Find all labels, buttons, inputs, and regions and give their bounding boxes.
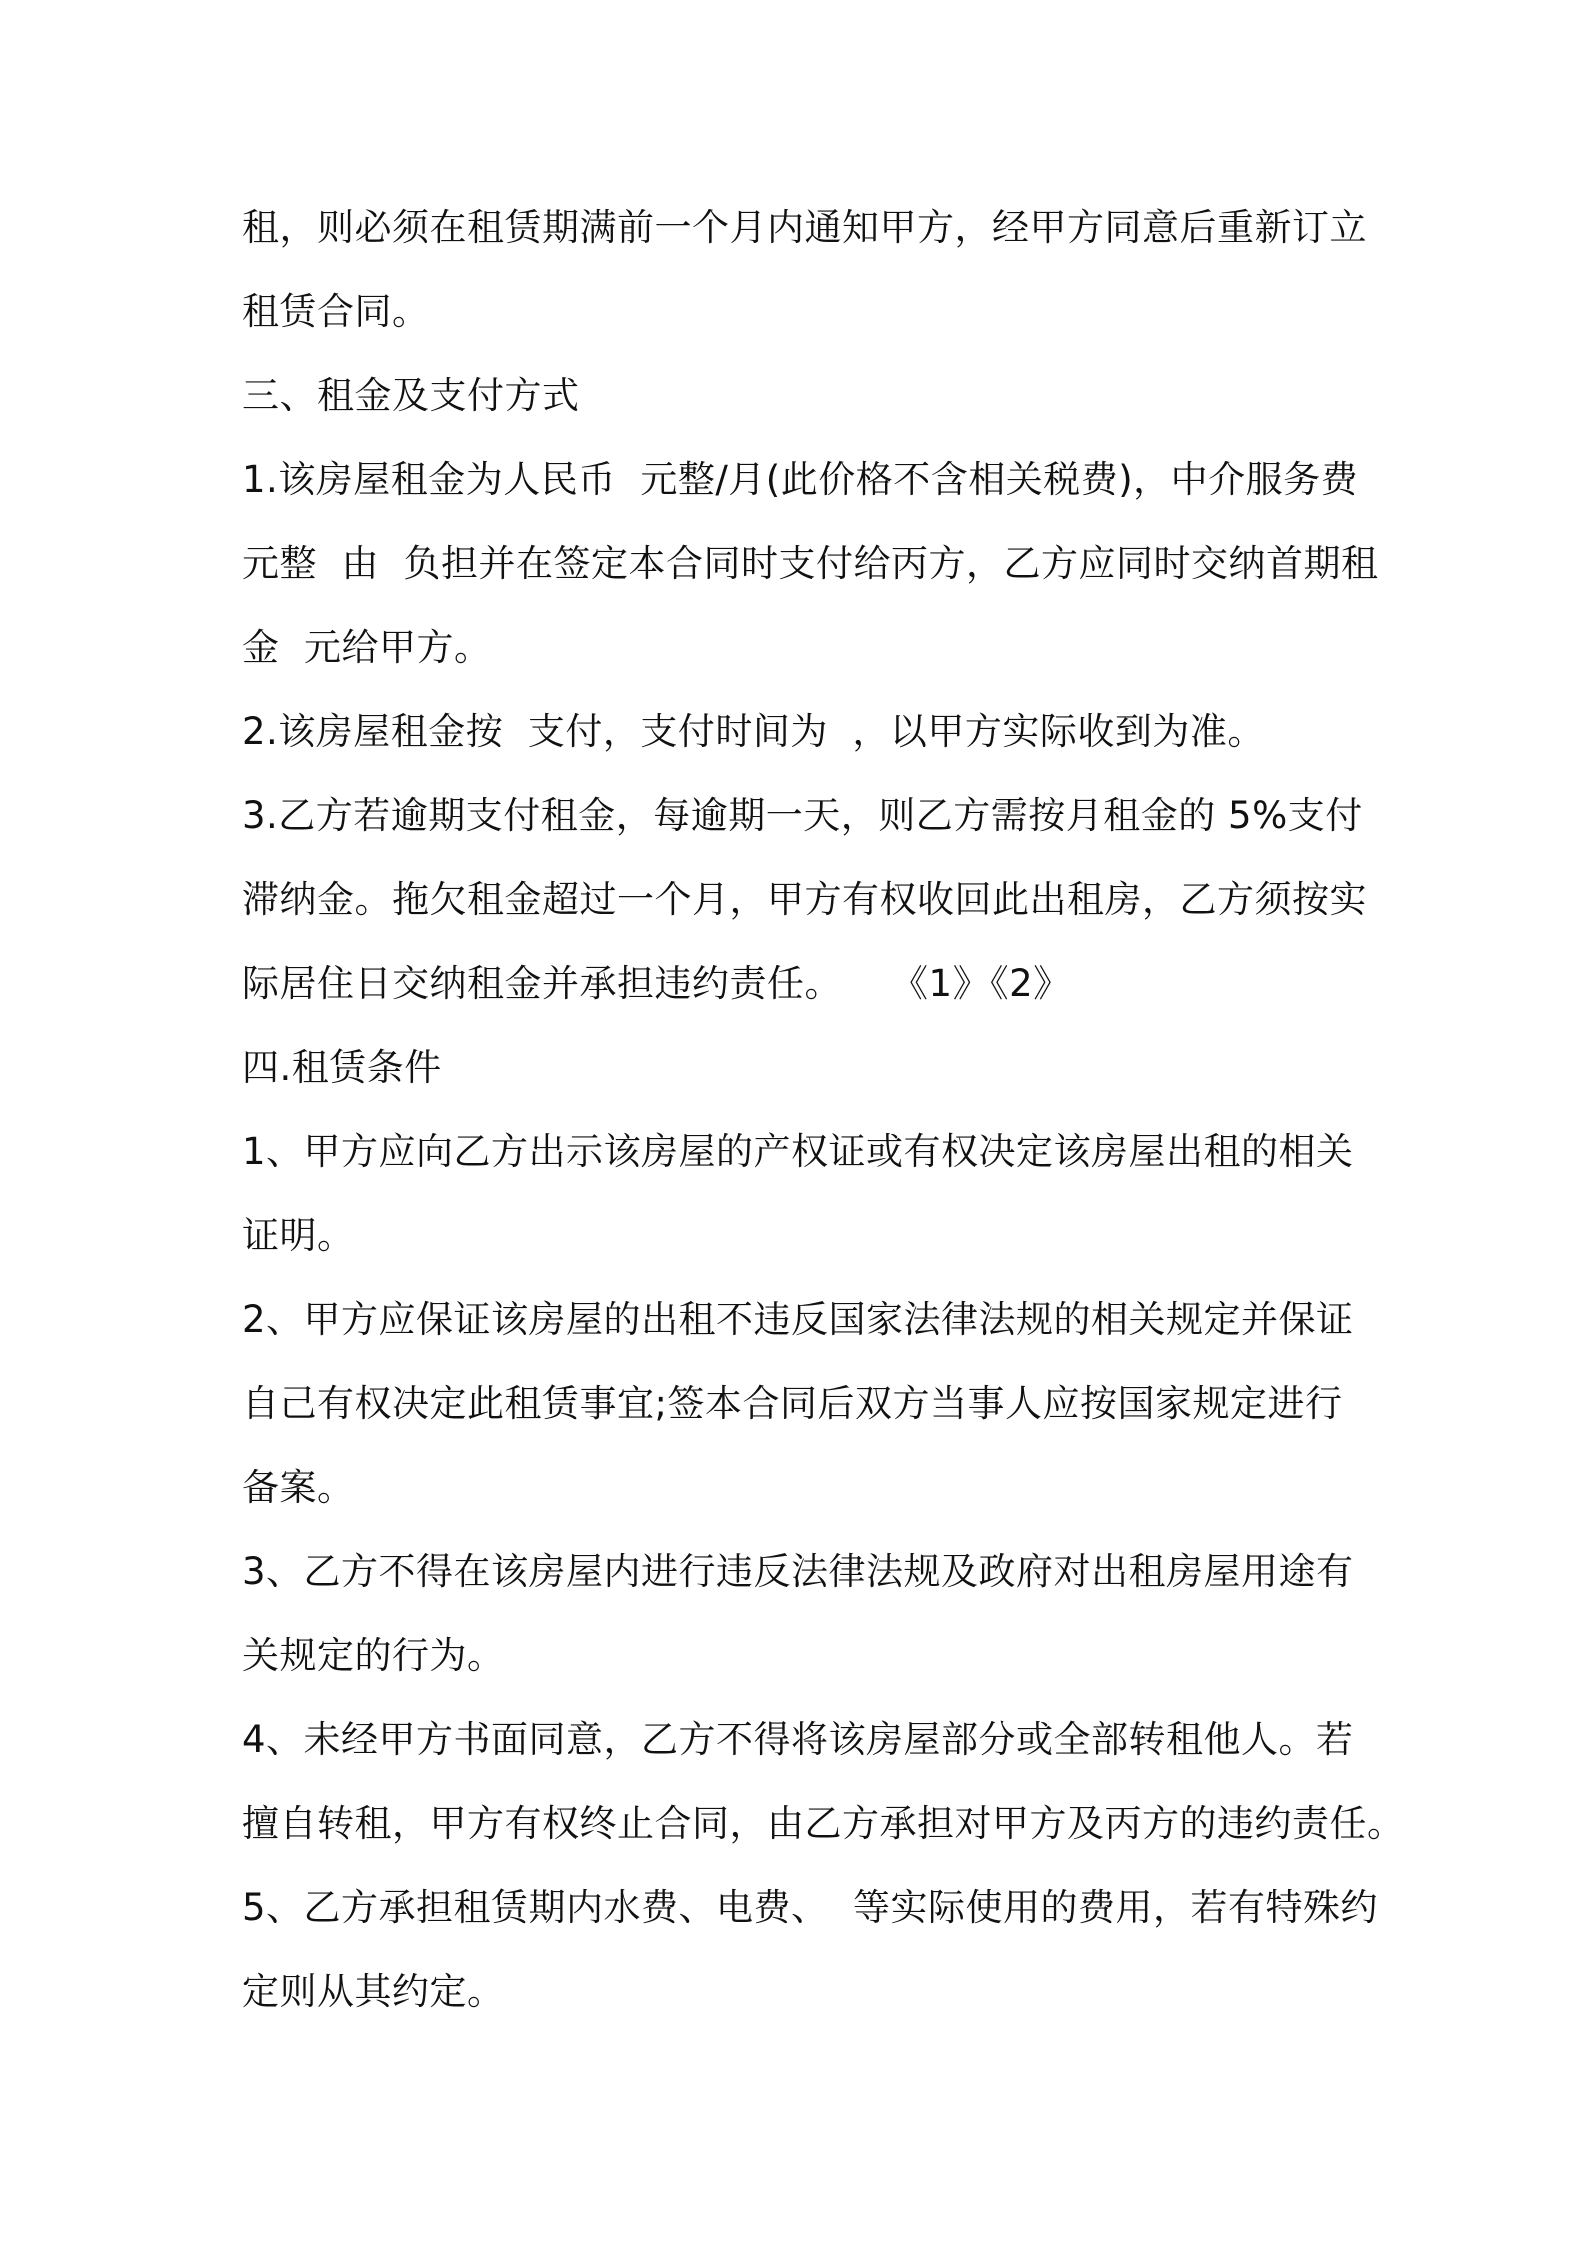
contract-text <box>242 186 1405 2034</box>
text-line: 定则从其约定。 <box>242 1970 505 2013</box>
section-heading-lease-conditions: 四.租赁条件 <box>242 1046 442 1089</box>
text-line: 2、甲方应保证该房屋的出租不违反国家法律法规的相关规定并保证 <box>242 1298 1354 1341</box>
text-line: 租赁合同。 <box>242 290 430 333</box>
text-line: 5、乙方承担租赁期内水费、电费、 等实际使用的费用，若有特殊约 <box>242 1886 1379 1929</box>
text-line: 备案。 <box>242 1466 355 1509</box>
text-line: 4、未经甲方书面同意，乙方不得将该房屋部分或全部转租他人。若 <box>242 1718 1354 1761</box>
text-line: 1.该房屋租金为人民币 元整/月(此价格不含相关税费)，中介服务费 <box>242 458 1359 501</box>
text-line: 擅自转租，甲方有权终止合同，由乙方承担对甲方及丙方的违约责任。 <box>242 1802 1405 1845</box>
text-line: 关规定的行为。 <box>242 1634 505 1677</box>
section-heading-rent-payment: 三、租金及支付方式 <box>242 374 580 417</box>
text-line: 元整 由 负担并在签定本合同时支付给丙方，乙方应同时交纳首期租 <box>242 542 1379 585</box>
text-line: 际居住日交纳租金并承担违约责任。 《1》《2》 <box>242 962 1071 1005</box>
text-line: 2.该房屋租金按 支付，支付时间为 ，以甲方实际收到为准。 <box>242 710 1265 753</box>
text-line: 3、乙方不得在该房屋内进行违反法律法规及政府对出租房屋用途有 <box>242 1550 1354 1593</box>
text-line: 自己有权决定此租赁事宜;签本合同后双方当事人应按国家规定进行 <box>242 1382 1343 1425</box>
text-line: 证明。 <box>242 1214 355 1257</box>
text-line: 滞纳金。拖欠租金超过一个月，甲方有权收回此出租房，乙方须按实 <box>242 878 1367 921</box>
text-line: 租，则必须在租赁期满前一个月内通知甲方，经甲方同意后重新订立 <box>242 206 1367 249</box>
text-line: 3.乙方若逾期支付租金，每逾期一天，则乙方需按月租金的 5%支付 <box>242 794 1363 837</box>
text-line: 1、甲方应向乙方出示该房屋的产权证或有权决定该房屋出租的相关 <box>242 1130 1354 1173</box>
text-line: 金 元给甲方。 <box>242 626 492 669</box>
